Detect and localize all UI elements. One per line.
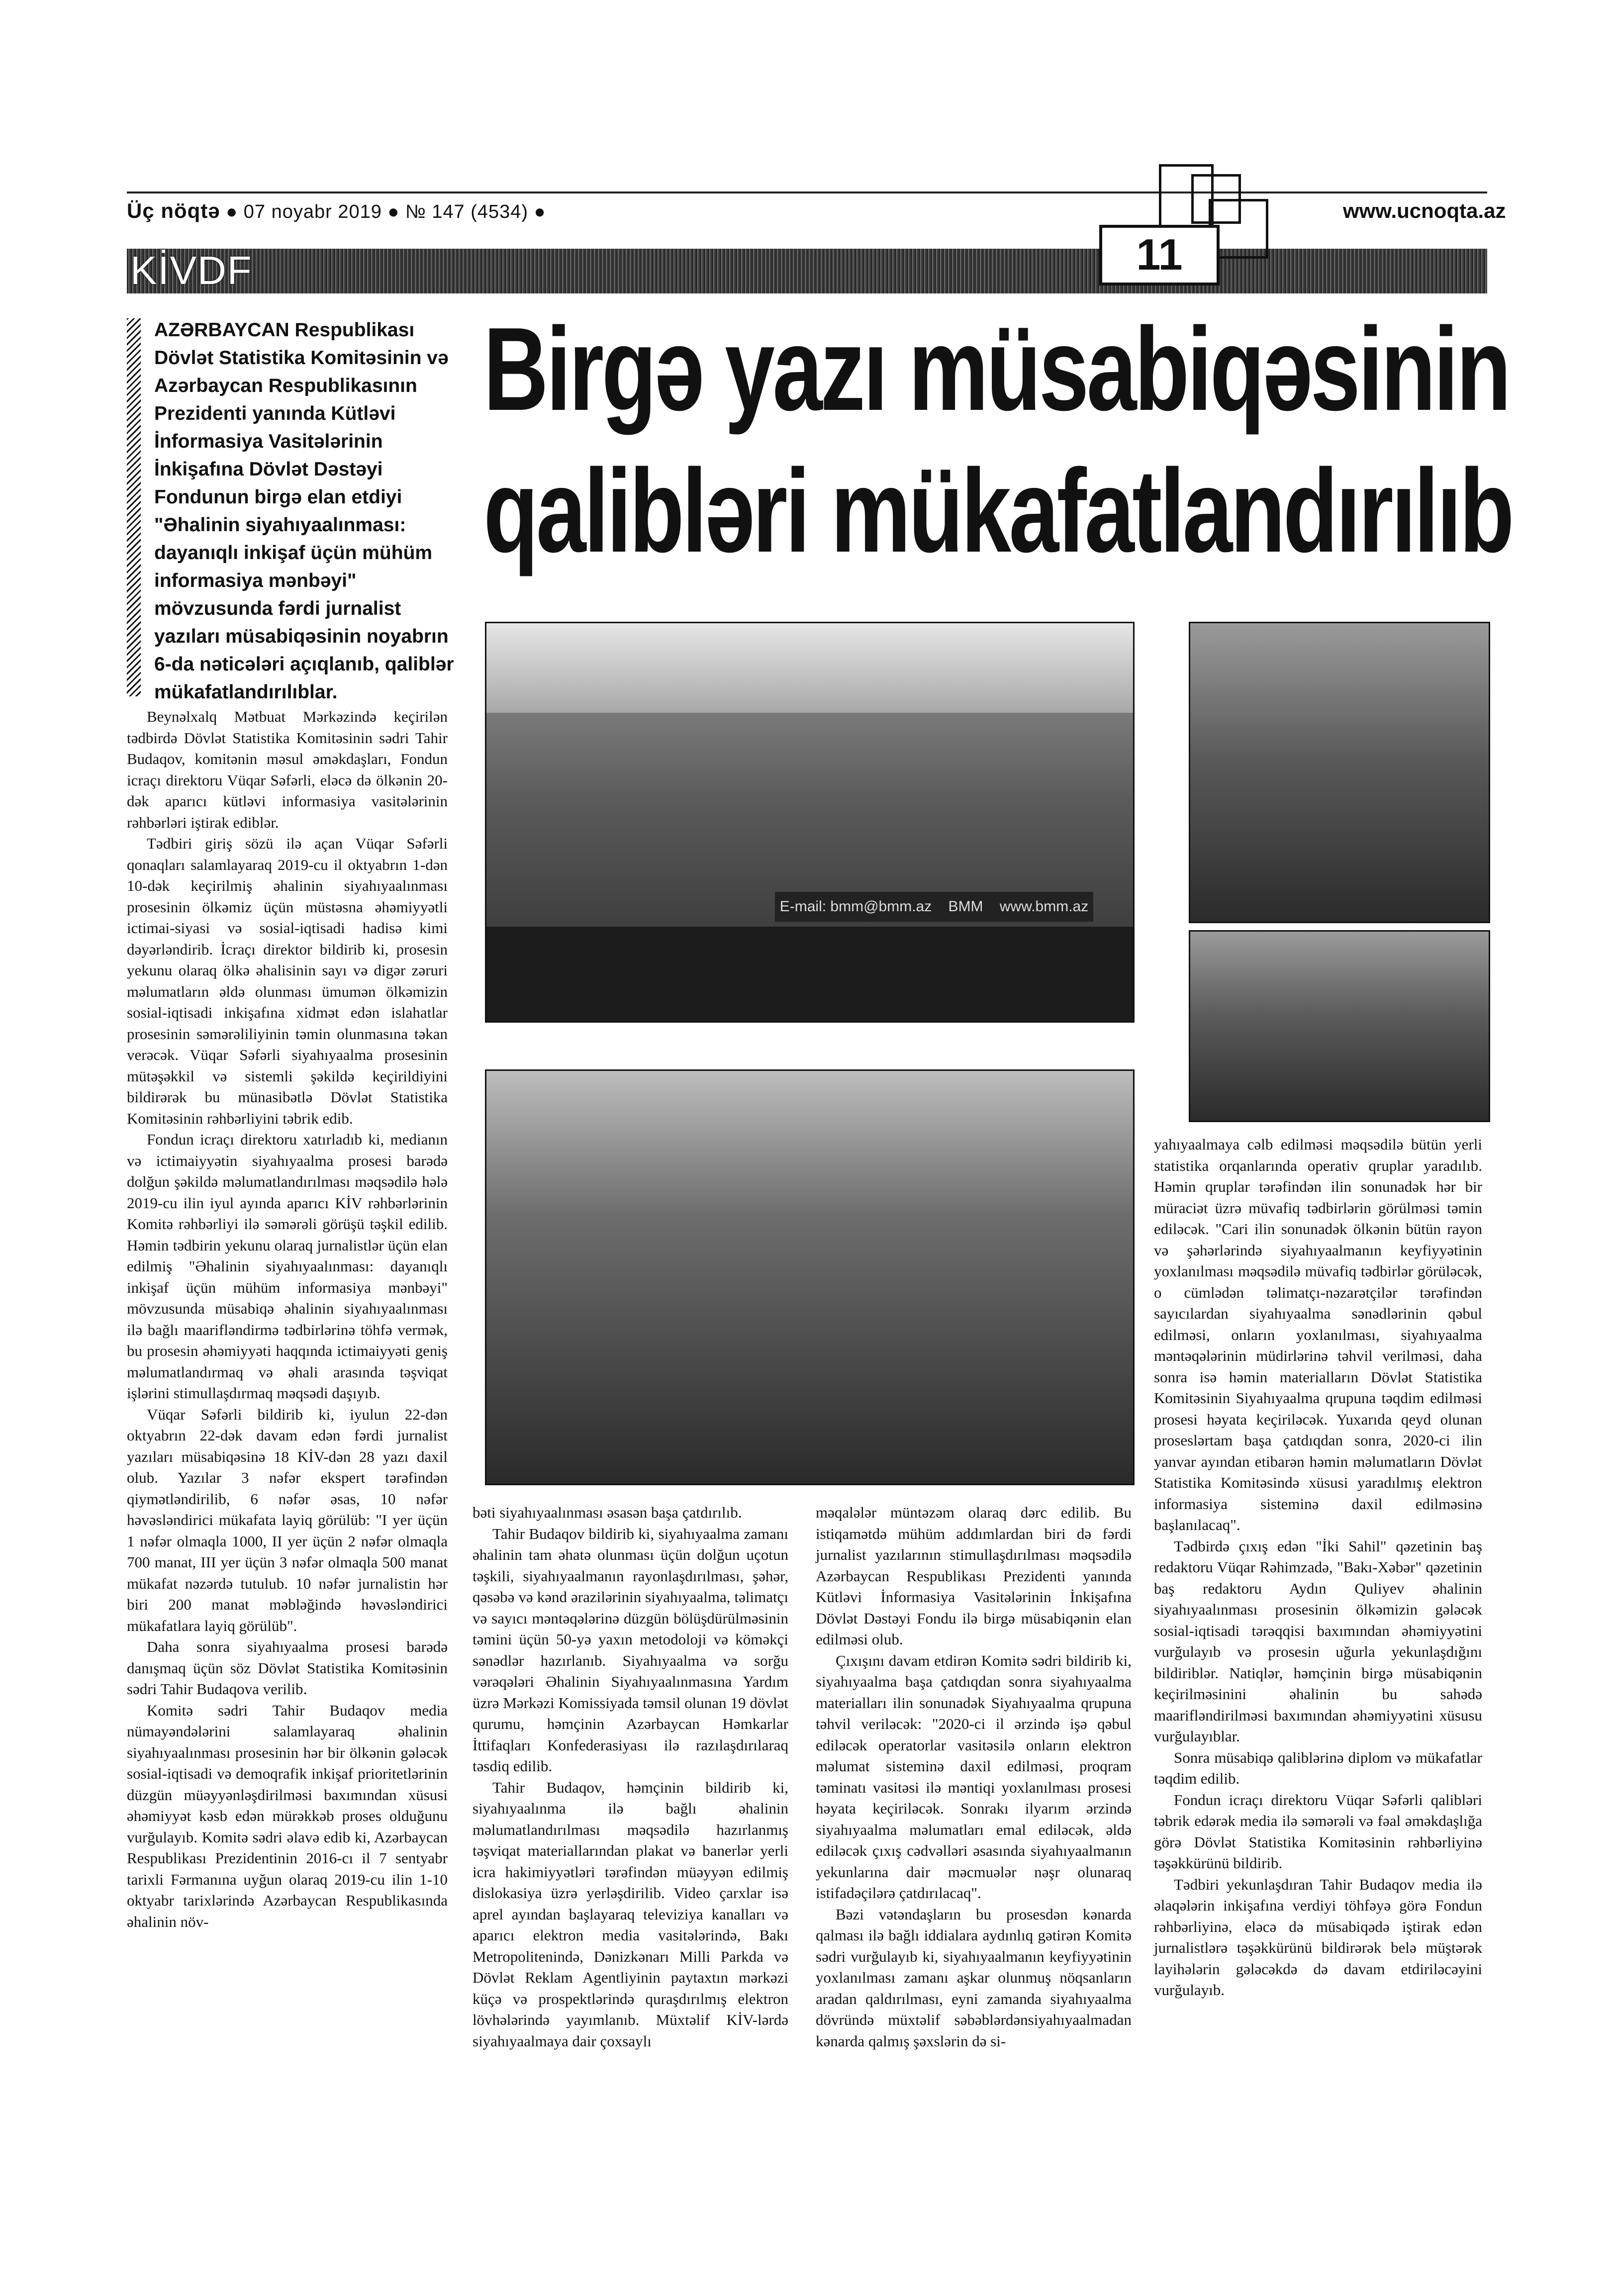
paragraph: Tahir Budaqov bildirib ki, siyahıyaalma zamanı əhalinin tam əhatə olunması üçün dolğun uçotun təşkili, siyahıyaalmanın rayonlaşdırılması, şəhər, qəsəbə və kənd ərazilərinin siyahıyaalma, təlimatçı və sayıcı məntəqələrinə düzgün bölüşdürülməsinin təmini üçün 50-yə yaxın metodoloji və köməkçi sənədlər hazırlanıb. Siyahıyaalma və sorğu vərəqələri Əhalinin Siyahıyaalınmasına Yardım üzrə Mərkəzi Komissiyada təmsil olunan 19 dövlət qurumu, həmçinin Azərbaycan Həmkarlar İttifaqları Konfederasiyası ilə razılaşdırılaraq təsdiq edilib.	[473, 1525, 788, 1775]
bullet-icon: ●	[226, 201, 244, 222]
paragraph: Bəzi vətəndaşların bu prosesdən kənarda qalması ilə bağlı iddialara aydınlıq gətirən Komitə sədri vurğulayıb ki, siyahıyaalmanın keyfiyyətinin yoxlanılması zamanı aşkar olunmuş nöqsanların aradan qaldırılması, eyni zamanda siyahıyaalma dövründə müxtəlif səbəblərdənsiyahıyaalmadan kənarda qalmış şəxslərin də si-	[816, 1905, 1132, 2050]
article-headline	[483, 298, 1513, 582]
article-lead: AZƏRBAYCAN Respublikası Dövlət Statistika Komitəsinin və Azərbaycan Respublikasının Prezidenti yanında Kütləvi İnformasiya Vasitələrinin İnkişafına Dövlət Dəstəyi Fondunun birgə elan etdiyi "Əhalinin siyahıyaalınması: dayanıqlı inkişaf üçün mühüm informasiya mənbəyi" mövzusunda fərdi jurnalist yazıları müsabiqəsinin noyabrın 6-da nəticələri açıqlanıb, qaliblər mükafatlandırılıblar.	[154, 319, 454, 703]
photo-banner-text: E-mail: bmm@bmm.az BMM www.bmm.az	[775, 892, 1093, 922]
photo-audience	[485, 1069, 1135, 1485]
issue-number: № 147 (4534)	[405, 201, 529, 222]
paragraph: Çıxışını davam etdirən Komitə sədri bildirib ki, siyahıyaalma başa çatdıqdan sonra siyahıyaalma materialları ilin sonunadək Siyahıyaalma qrupuna təhvil veriləcək: "2020-ci il ərzində işə qəbul ediləcək operatorlar vasitəsilə onların elektron məlumat sisteminə daxil edilməsi, proqram təminatı vasitəsi ilə məntiqi yoxlanılması prosesi həyata keçiriləcək. Sonrakı ilyarım ərzində siyahıyaalma məlumatları emal ediləcək, əldə ediləcək çıxış cədvəlləri əsasında siyahıyaalmanın yekunlarına dair məcmuələr nəşr olunaraq istifadəçilərə çatdırılacaq".	[816, 1651, 1132, 1902]
paragraph: bəti siyahıyaalınması əsasən başa çatdırılıb.	[473, 1504, 742, 1521]
paragraph: Tədbiri yekunlaşdıran Tahir Budaqov media ilə əlaqələrin inkişafına verdiyi töhfəyə görə Fondun rəhbərliyinə, eləcə də müsabiqədə iştirak edən jurnalistlərə təşəkkürünü bildirərək belə müştərək layihələrin gələcəkdə də davam etdiriləcəyini vurğulayıb.	[1154, 1875, 1482, 1999]
paragraph: Vüqar Səfərli bildirib ki, iyulun 22-dən oktyabrın 22-dək davam edən fərdi jurnalist yazıları müsabiqəsinə 18 KİV-dən 28 yazı daxil olub. Yazılar 3 nəfər ekspert tərəfindən qiymətləndirilib, 6 nəfər əsas, 10 nəfər həvəsləndirici mükafata layiq görülüb: "I yer üçün 1 nəfər olmaqla 1000, II yer üçün 2 nəfər olmaqla 700 manat, III yer üçün 3 nəfər olmaqla 500 manat mükafat nəzərdə tutulub. 10 nəfər jurnalistin hər biri 200 manat məbləğində həvəsləndirici mükafatlara layiq görülüb".	[127, 1405, 448, 1634]
bullet-icon: ●	[534, 201, 546, 222]
photo-award-1	[1189, 622, 1490, 923]
issue-date: 07 noyabr 2019	[243, 201, 382, 222]
headline-line-1: Birgə yazı müsabiqəsinin	[483, 303, 1509, 435]
photo-table	[486, 927, 1133, 1021]
headline-line-2: qalibləri mükafatlandırılıb	[483, 445, 1513, 577]
lead-hatch-decoration	[127, 318, 141, 696]
paragraph: yahıyaalmaya cəlb edilməsi məqsədilə bütün yerli statistika orqanlarında operativ qruplar yaradılıb. Həmin qruplar tərəfindən ilin sonunadək hər bir müraciət üzrə müvafiq tədbirlərin görülməsi təmin ediləcək. "Cari ilin sonunadək ölkənin bütün rayon və şəhərlərində siyahıyaalmanın keyfiyyətinin yoxlanılması məqsədilə müvafiq tədbirlər görüləcək, o cümlədən təlimatçı-nəzarətçilər tərəfindən sayıcılardan siyahıyaalma sənədlərinin qəbul edilməsi, onların yoxlanılması, siyahıyaalma məntəqələrinin müdirlərinə təhvil verilməsi, daha sonra isə həmin materialların Dövlət Statistika Komitəsinin Siyahıyaalma qrupuna təqdim edilməsi prosesi həyata keçiriləcək. Yuxarıda qeyd olunan proseslərtam başa çatdıqdan sonra, 2020-ci ilin yanvar ayından etibarən həmin məlumatların Dövlət Statistika Komitəsində xüsusi yaradılmış elektron informasiya sisteminə daxil edilməsinə başlanılacaq".	[1154, 1136, 1482, 1533]
paragraph: Tədbiri giriş sözü ilə açan Vüqar Səfərli qonaqları salamlayaraq 2019-cu il oktyabrın 1-dən 10-dək keçirilmiş əhalinin siyahıyaalınması prosesinin ölkəmiz üçün müstəsna əhəmiyyətli ictimai-siyasi və sosial-iqtisadi hadisə kimi dəyərləndirib. İcraçı direktor bildirib ki, prosesin yekunu olaraq ölkə əhalisinin sayı və digər zəruri məlumatların əldə olunması ümumən ölkəmizin sosial-iqtisadi inkişafına xidmət edən islahatlar prosesinin səmərəliliyinin təmin olunmasına təkan verəcək. Vüqar Səfərli siyahıyaalma prosesinin mütəşəkkil və sistemli şəkildə keçirildiyini bildirərək bu münasibətlə Dövlət Statistika Komitəsinin rəhbərliyini təbrik edib.	[127, 835, 448, 1127]
paragraph: Tahir Budaqov, həmçinin bildirib ki, siyahıyaalınma ilə bağlı əhalinin məlumatlandırılması məqsədilə hazırlanmış təşviqat materiallarından plakat və banerlər yerli icra hakimiyyətləri tərəfindən müəyyən edilmiş dislokasiya üzrə yerləşdirilib. Video çarxlar isə aprel ayından başlayaraq televiziya kanalları və aparıcı elektron media vasitələrində, Bakı Metropolitenində, Dənizkənarı Milli Parkda və Dövlət Reklam Agentliyinin paytaxtın mərkəzi küçə və prospektlərində quraşdırılmış elektron lövhələrində yayımlanıb. Müxtəlif KİV-lərdə siyahıyaalmaya dair çoxsaylı	[473, 1778, 788, 2050]
brand-name: Üç nöqtə	[127, 199, 220, 222]
paragraph: Sonra müsabiqə qaliblərinə diplom və mükafatlar təqdim edilib.	[1154, 1748, 1482, 1787]
header-top-rule	[127, 191, 1487, 193]
article-column-1	[127, 706, 448, 1932]
page-number: 11	[1099, 225, 1220, 286]
paragraph: Beynəlxalq Mətbuat Mərkəzində keçirilən tədbirdə Dövlət Statistika Komitəsinin sədri Tahir Budaqov, komitənin məsul əməkdaşları, Fondun icraçı direktoru Vüqar Səfərli, eləcə də ölkənin 20-dək aparıcı kütləvi informasiya vasitələrinin rəhbərləri iştirak ediblər.	[127, 708, 448, 831]
bullet-icon: ●	[387, 201, 405, 222]
paragraph: Fondun icraçı direktoru Vüqar Səfərli qalibləri təbrik edərək media ilə səmərəli və fəal əməkdaşlığa görə Dövlət Statistika Komitəsinin rəhbərliyinə təşəkkürünü bildirib.	[1154, 1791, 1482, 1872]
article-column-2	[473, 1502, 788, 2052]
article-column-4	[1154, 1134, 1482, 2001]
paragraph: məqalələr müntəzəm olaraq dərc edilib. Bu istiqamətdə mühüm addımlardan biri də fərdi jurnalist yazılarının stimullaşdırılması məqsədilə Azərbaycan Respublikası Prezidenti yanında Kütləvi İnformasiya Vasitələrinin İnkişafına Dövlət Dəstəyi Fondu ilə birgə müsabiqənin elan edilməsi olub.	[816, 1504, 1132, 1648]
article-column-3	[816, 1502, 1132, 2052]
photo-panel-speakers	[485, 622, 1135, 1023]
paragraph: Tədbirdə çıxış edən "İki Sahil" qəzetinin baş redaktoru Vüqar Rəhimzadə, "Bakı-Xəbər" qəzetinin baş redaktoru Aydın Quliyev əhalinin siyahıyaalınması prosesinin ölkəmizin gələcək sosial-iqtisadi tərəqqisi baxımından əhəmiyyətini vurğulayıb və prosesin uğurla yekunlaşdığını bildiriblər. Natiqlər, həmçinin birgə müsabiqənin keçirilməsinini əhalinin bu sahədə maarifləndirilməsi baxımından əhəmiyyətini xüsusu vurğulayıblar.	[1154, 1537, 1482, 1745]
paragraph: Daha sonra siyahıyaalma prosesi barədə danışmaq üçün söz Dövlət Statistika Komitəsinin sədri Tahir Budaqova verilib.	[127, 1638, 448, 1698]
photo-award-2	[1189, 930, 1490, 1122]
section-label: KİVDF	[130, 248, 253, 292]
paragraph: Fondun icraçı direktoru xatırladıb ki, medianın və ictimaiyyətin siyahıyaalma prosesi barədə dolğun şəkildə məlumatlandırılması məqsədilə hələ 2019-cu ilin iyul ayında aparıcı KİV rəhbərlərinin Komitə rəhbərliyi ilə səmərəli görüşü təşkil edilib. Həmin tədbirin yekunu olaraq jurnalistlər üçün elan edilmiş "Əhalinin siyahıyaalınması: dayanıqlı inkişaf üçün mühüm informasiya mənbəyi" mövzusunda müsabiqə əhalinin siyahıyaalınması ilə bağlı maarifləndirmə tədbirlərinə töhfə vermək, bu prosesin əhəmiyyəti haqqında ictimaiyyəti geniş məlumatlandırmaq və əhali arasında təşviqat işlərini stimullaşdırmaq məqsədi daşıyıb.	[127, 1131, 448, 1402]
website-url: www.ucnoqta.az	[1343, 199, 1506, 222]
section-band	[127, 249, 1487, 293]
issue-info	[127, 199, 546, 223]
photo-backdrop	[486, 623, 1133, 713]
paragraph: Komitə sədri Tahir Budaqov media nümayəndələrini salamlayaraq əhalinin siyahıyaalınması prosesinin hər bir ölkənin gələcək sosial-iqtisadi və demoqrafik inkişaf prioritetlərinin düzgün müəyyənləşdirilməsi baxımından xüsusi əhəmiyyət kəsb edən mürəkkəb proses olduğunu vurğulayıb. Komitə sədri əlavə edib ki, Azərbaycan Respublikası Prezidentinin 2016-cı il 7 sentyabr tarixli Fərmanına uyğun olaraq 2019-cu ilin 1-10 oktyabr tarixlərində Azərbaycan Respublikasında əhalinin növ-	[127, 1701, 448, 1930]
